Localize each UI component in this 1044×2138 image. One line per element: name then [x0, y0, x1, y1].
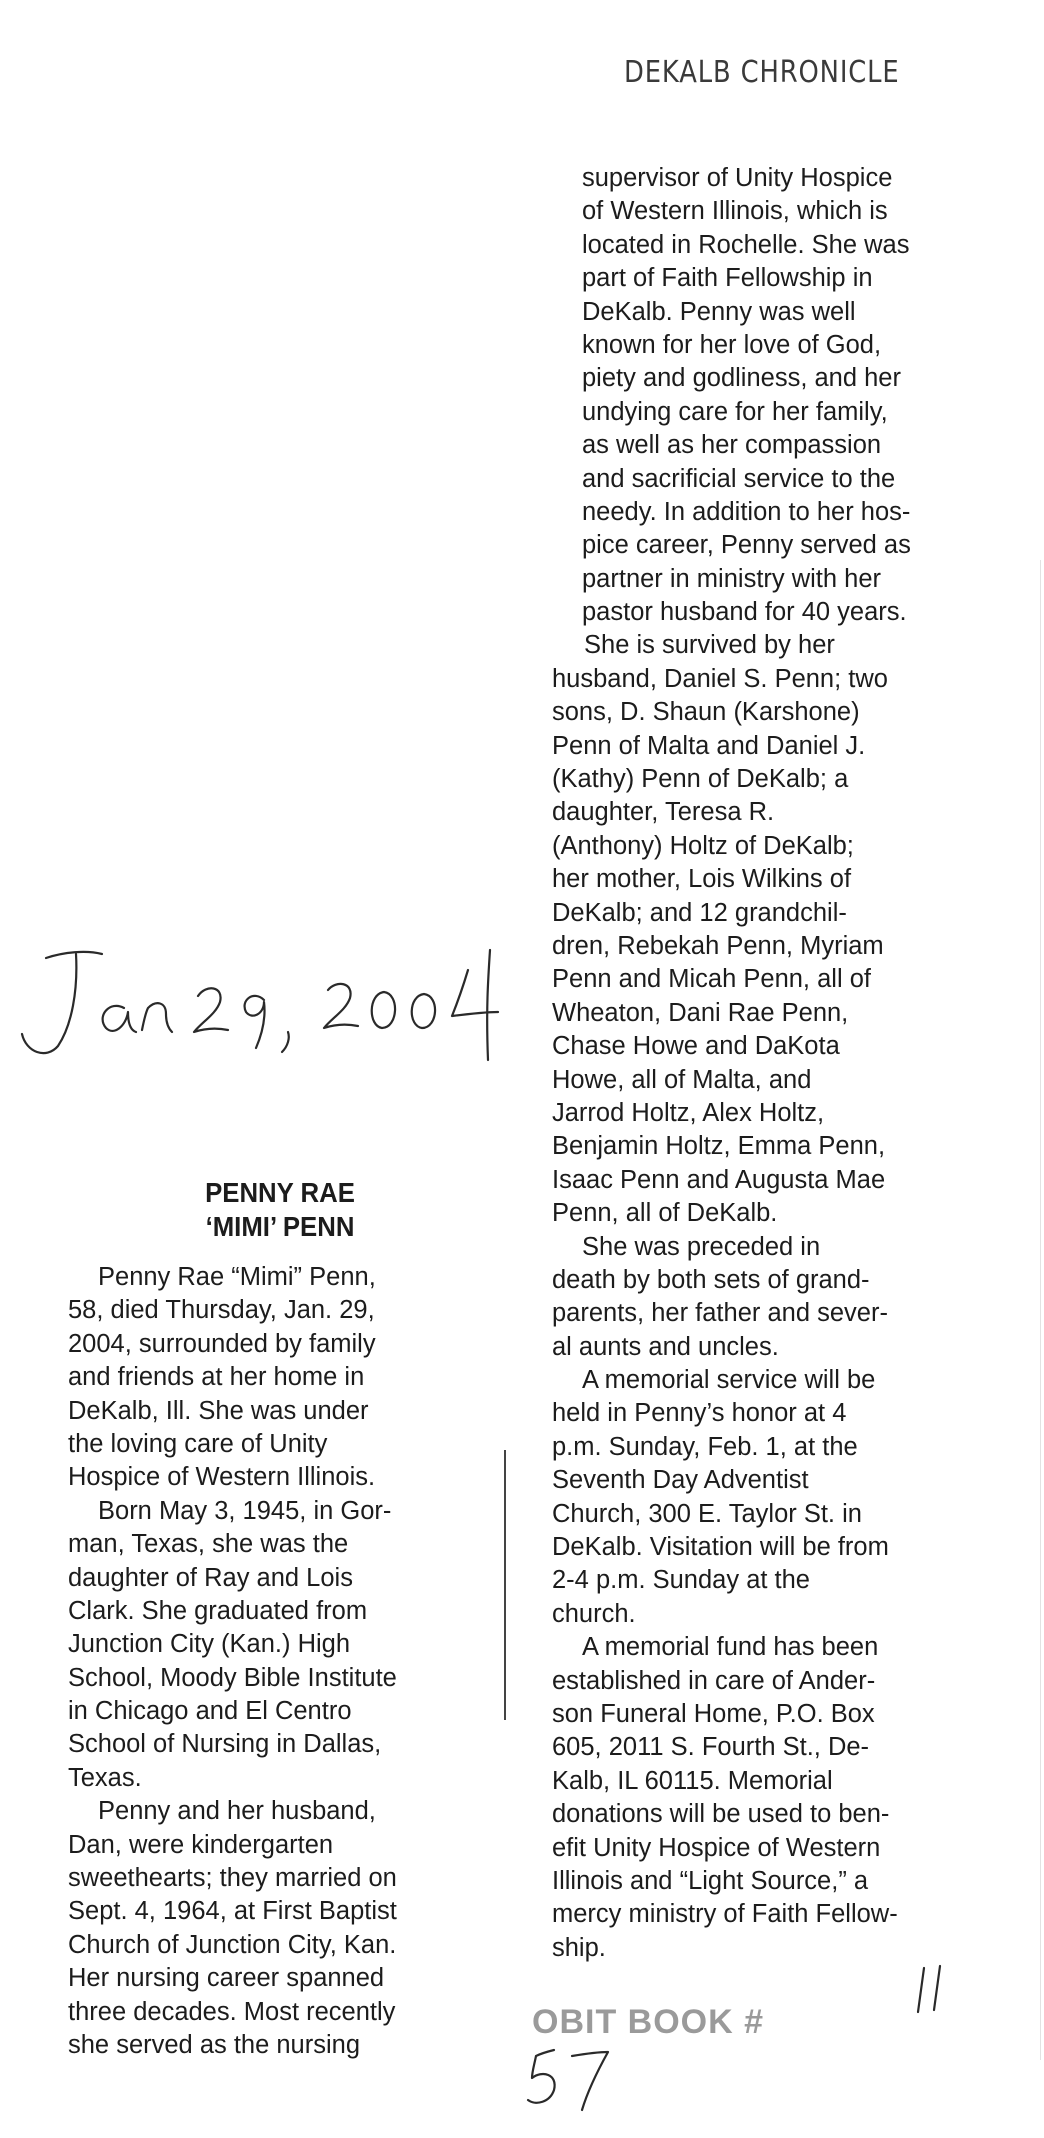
right-column-line: Illinois and “Light Source,” a	[552, 1866, 869, 1895]
left-column-line: daughter of Ray and Lois	[68, 1563, 353, 1592]
right-column-line: DeKalb. Visitation will be from	[552, 1533, 889, 1562]
left-column-line: School, Moody Bible Institute	[68, 1663, 397, 1692]
right-column-line: son Funeral Home, P.O. Box	[552, 1699, 875, 1728]
right-column-line: pastor husband for 40 years.	[582, 598, 907, 627]
right-column-line: Kalb, IL 60115. Memorial	[552, 1766, 833, 1795]
right-column-line: 2-4 p.m. Sunday at the	[552, 1566, 810, 1595]
left-column-line: Clark. She graduated from	[68, 1596, 368, 1625]
right-column-line: Church, 300 E. Taylor St. in	[552, 1499, 862, 1528]
right-column-line: parents, her father and sever-	[552, 1299, 888, 1328]
right-column-line: Penn of Malta and Daniel J.	[552, 731, 866, 760]
right-column-line: known for her love of God,	[582, 330, 882, 359]
right-column-line: Benjamin Holtz, Emma Penn,	[552, 1132, 886, 1161]
left-column-line: 58, died Thursday, Jan. 29,	[68, 1296, 375, 1325]
right-column-line: DeKalb. Penny was well	[582, 297, 856, 326]
left-column-line: 2004, surrounded by family	[68, 1329, 376, 1358]
right-column-line: church.	[552, 1599, 636, 1628]
right-column-line: ship.	[552, 1933, 606, 1962]
left-column-line: Her nursing career spanned	[68, 1964, 385, 1993]
right-column-line: her mother, Lois Wilkins of	[552, 865, 852, 894]
left-column-line: and friends at her home in	[68, 1363, 365, 1392]
right-column-line: and sacrificial service to the	[582, 464, 896, 493]
handwritten-book-number	[524, 2040, 614, 2120]
right-column-line: Penn and Micah Penn, all of	[552, 965, 871, 994]
left-column-line: Dan, were kindergarten	[68, 1830, 334, 1859]
left-column-line: man, Texas, she was the	[68, 1530, 349, 1559]
handwritten-date	[6, 930, 506, 1070]
right-column-line: mercy ministry of Faith Fellow-	[552, 1900, 898, 1929]
headline-line-1: PENNY RAE	[205, 1177, 355, 1208]
left-column-line: she served as the nursing	[68, 2030, 361, 2059]
right-column-line: 605, 2011 S. Fourth St., De-	[552, 1733, 870, 1762]
left-column-line: in Chicago and El Centro	[68, 1697, 352, 1726]
right-column-line: Penn, all of DeKalb.	[552, 1199, 778, 1228]
left-column-line: Texas.	[68, 1763, 142, 1792]
right-column-line: efit Unity Hospice of Western	[552, 1833, 881, 1862]
right-column-line: supervisor of Unity Hospice	[582, 164, 893, 192]
right-column-line: Chase Howe and DaKota	[552, 1032, 840, 1061]
left-column-line: the loving care of Unity	[68, 1429, 328, 1458]
right-column-line: She is survived by her	[584, 631, 835, 660]
right-column-line: partner in ministry with her	[582, 564, 882, 593]
left-column-line: Penny and her husband,	[98, 1797, 376, 1826]
right-column-line: death by both sets of grand-	[552, 1265, 870, 1294]
right-column-line: needy. In addition to her hos-	[582, 497, 911, 526]
right-column-line: (Anthony) Holtz of DeKalb;	[552, 831, 854, 860]
handwritten-page-mark	[910, 1960, 950, 2020]
right-column-line: as well as her compassion	[582, 431, 882, 460]
headline-line-2: ‘MIMI’ PENN	[205, 1211, 355, 1242]
left-column-line: Sept. 4, 1964, at First Baptist	[68, 1897, 397, 1926]
left-column-line: Born May 3, 1945, in Gor-	[98, 1496, 392, 1525]
scan-edge	[1040, 560, 1041, 2060]
right-column-line: DeKalb; and 12 grandchil-	[552, 898, 847, 927]
right-column-line: husband, Daniel S. Penn; two	[552, 664, 888, 693]
right-column-line: pice career, Penny served as	[582, 531, 911, 560]
left-column-line: Hospice of Western Illinois.	[68, 1463, 376, 1492]
left-column-line: DeKalb, Ill. She was under	[68, 1396, 369, 1425]
right-column-line: sons, D. Shaun (Karshone)	[552, 698, 860, 727]
left-column-line: Penny Rae “Mimi” Penn,	[98, 1263, 376, 1291]
right-column-line: Howe, all of Malta, and	[552, 1065, 812, 1094]
right-column-line: held in Penny’s honor at 4	[552, 1399, 847, 1428]
left-column-line: Junction City (Kan.) High	[68, 1630, 351, 1659]
right-column-line: Jarrod Holtz, Alex Holtz,	[552, 1098, 825, 1127]
left-column-line: School of Nursing in Dallas,	[68, 1730, 382, 1759]
left-column-line: sweethearts; they married on	[68, 1864, 397, 1893]
newspaper-masthead: DEKALB CHRONICLE	[624, 55, 900, 90]
right-column-line: A memorial fund has been	[582, 1633, 879, 1662]
right-column-line: Isaac Penn and Augusta Mae	[552, 1165, 886, 1194]
left-column-body	[68, 1261, 397, 2062]
right-column-line: She was preceded in	[582, 1232, 821, 1261]
right-column-line: p.m. Sunday, Feb. 1, at the	[552, 1432, 858, 1461]
left-column-line: Church of Junction City, Kan.	[68, 1930, 397, 1959]
right-column-line: dren, Rebekah Penn, Myriam	[552, 931, 884, 960]
right-column-line: A memorial service will be	[582, 1366, 876, 1395]
column-divider	[504, 1450, 506, 1720]
right-column-line: piety and godliness, and her	[582, 364, 901, 393]
right-column-line: al aunts and uncles.	[552, 1332, 779, 1361]
right-column-line: donations will be used to ben-	[552, 1800, 890, 1829]
right-column-line: part of Faith Fellowship in	[582, 264, 873, 293]
right-column-line: of Western Illinois, which is	[582, 197, 888, 226]
right-column-line: located in Rochelle. She was	[582, 230, 910, 259]
right-column-line: (Kathy) Penn of DeKalb; a	[552, 765, 849, 794]
right-column-line: Seventh Day Adventist	[552, 1466, 809, 1495]
right-column-line: Wheaton, Dani Rae Penn,	[552, 998, 849, 1027]
right-column-line: undying care for her family,	[582, 397, 888, 426]
right-column-body	[552, 162, 911, 1965]
right-column-line: daughter, Teresa R.	[552, 798, 775, 827]
right-column-line: established in care of Ander-	[552, 1666, 876, 1695]
obit-book-stamp: OBIT BOOK #	[532, 2003, 765, 2041]
left-column-line: three decades. Most recently	[68, 1997, 396, 2026]
